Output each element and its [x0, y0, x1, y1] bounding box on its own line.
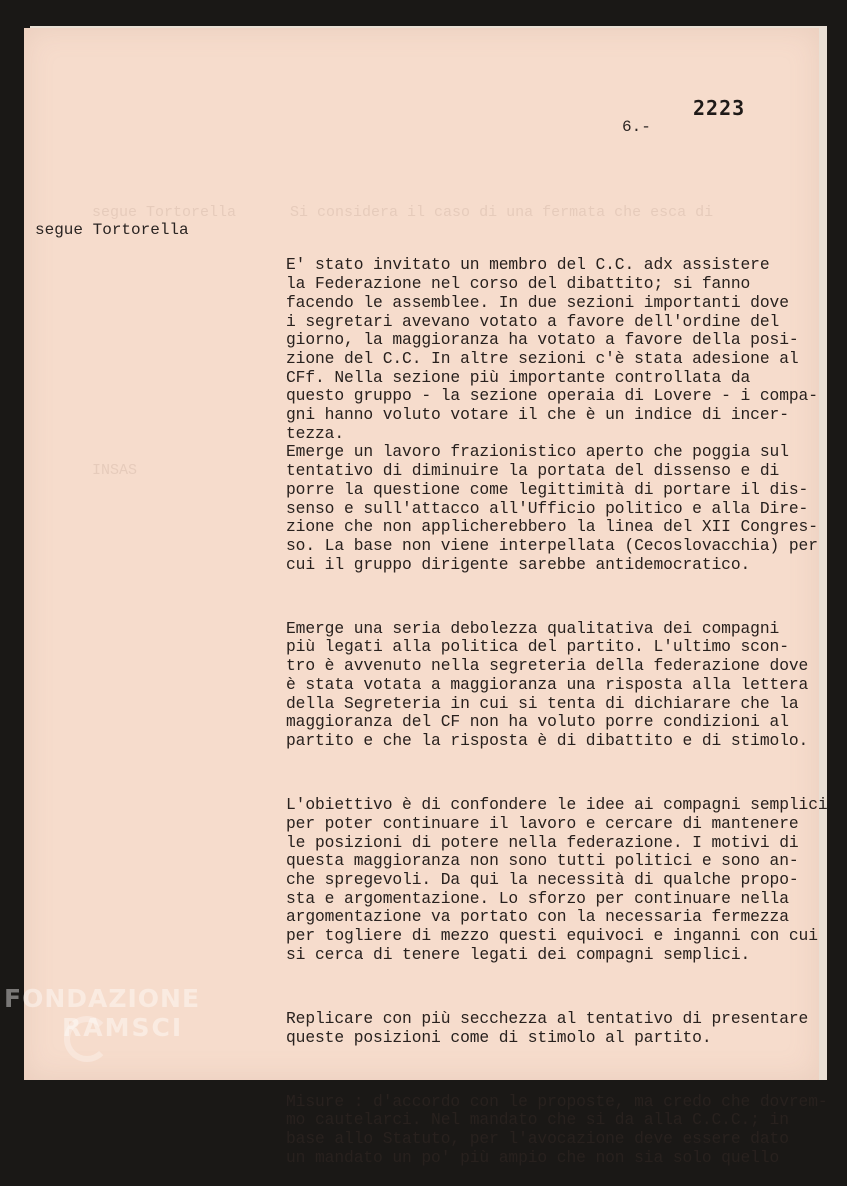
paragraph: Emerge una seria debolezza qualitativa dei compagni più legati alla politica del partito. L'ultimo scon- tro è avvenuto nella segreteria della federazione dove è stata votata a maggioranza una risposta alla lettera della Segreteria in cui si tenta di dichiarare che la maggioranza del CF non ha voluto porre condizioni al partito e che la risposta è di dibattito e di stimolo.: [286, 618, 809, 750]
typed-body: [286, 219, 826, 1186]
g-logo-icon: [64, 1016, 110, 1062]
speaker-label: segue Tortorella: [35, 221, 189, 239]
watermark-line-1: FONDAZIONE: [4, 984, 201, 1013]
archive-stamp-number: 2223: [693, 96, 746, 120]
watermark-line-2: RAMSCI: [62, 1013, 184, 1042]
bleed-through-text: INSAS: [92, 462, 138, 479]
page-number: 6.-: [622, 118, 651, 136]
paragraph: E' stato invitato un membro del C.C. adx assistere la Federazione nel corso del dibattito; si fanno facendo le assemblee. In due sezioni importanti dove i segretari avevano votato a favore dell'ordine del giorno, la maggioranza ha votato a favore della posi- zione del C.C. In altre sezioni c'è stata adesione al CFf. Nella sezione più importante controllata da questo gruppo - la sezione operaia di Lovere - i compa- gni hanno voluto votare il che è un indice di incer- tezza. Emerge un lavoro frazionistico aperto che poggia sul tentativo di diminuire la portata del dissenso e di porre la questione come legittimità di portare il dis- senso e sull'attacco all'Ufficio politico e alla Dire- zione che non applicherebbero la linea del XII Congres- so. La base non viene interpellata (Cecoslovacchia) per cui il gruppo dirigente sarebbe antidemocratico.: [286, 255, 818, 574]
paragraph: L'obiettivo è di confondere le idee ai compagni semplici per poter continuare il lavoro e cercare di mantenere le posizioni di potere nella federazione. I motivi di questa maggioranza non sono tutti politici e sono an- che spregevoli. Da qui la necessità di qualche propo- sta e argomentazione. Lo sforzo per continuare nella argomentazione va portato con la necessaria fermezza per togliere di mezzo questi equivoci e inganni con cui si cerca di tenere legati dei compagni semplici.: [286, 795, 828, 964]
paragraph: Replicare con più secchezza al tentativo di presentare queste posizioni come di stimolo al partito.: [286, 1008, 809, 1047]
bleed-through-text: segue Tortorella Si considera il caso di una fermata che esca di: [92, 204, 714, 221]
paragraph: Misure : d'accordo con le proposte, ma credo che dovrem- mo cautelarci. Nel mandato che si da alla C.C.C.; in base allo Statuto, per l'avocazione deve essere dato un mandato un po' più ampio che non sia solo quello: [286, 1091, 828, 1167]
fondazione-gramsci-watermark: [4, 986, 200, 1040]
